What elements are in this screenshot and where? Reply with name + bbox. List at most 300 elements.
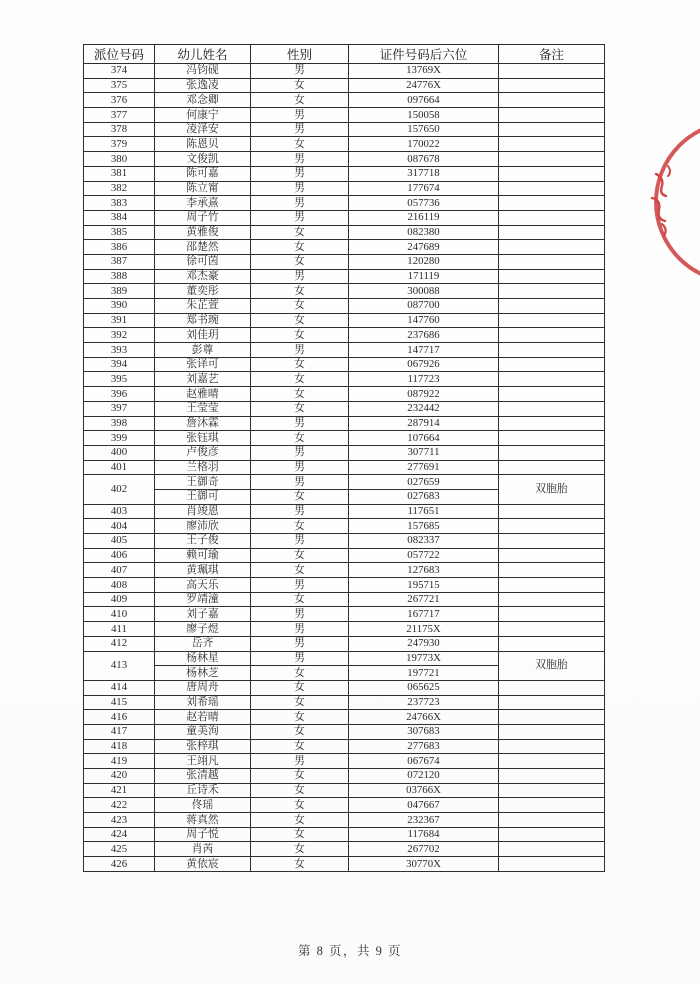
column-header-number: 派位号码 [84,45,155,64]
cell-name: 文俊凯 [155,152,251,167]
cell-number: 417 [84,724,155,739]
cell-number: 394 [84,357,155,372]
cell-remark [499,695,605,710]
cell-name: 徐可茵 [155,254,251,269]
table-row [84,519,605,534]
table-row [84,504,605,519]
cell-gender: 女 [251,284,349,299]
cell-id: 117684 [349,827,499,842]
cell-name: 张清越 [155,769,251,784]
table-row [84,401,605,416]
cell-gender: 男 [251,196,349,211]
cell-name: 廖沛欣 [155,519,251,534]
cell-gender: 男 [251,504,349,519]
cell-gender: 男 [251,166,349,181]
cell-remark [499,519,605,534]
cell-id: 157685 [349,519,499,534]
table-row [84,196,605,211]
cell-name: 肖芮 [155,842,251,857]
cell-name: 李承熹 [155,196,251,211]
cell-gender: 女 [251,401,349,416]
cell-id: 170022 [349,137,499,152]
cell-remark [499,769,605,784]
cell-name: 丘诗禾 [155,783,251,798]
cell-number: 376 [84,93,155,108]
cell-number: 383 [84,196,155,211]
cell-name: 赖可瑜 [155,548,251,563]
cell-id: 097664 [349,93,499,108]
column-header-remark: 备注 [499,45,605,64]
cell-remark [499,166,605,181]
cell-remark [499,592,605,607]
cell-remark [499,343,605,358]
table-row [84,372,605,387]
cell-number: 401 [84,460,155,475]
cell-remark [499,284,605,299]
table-row [84,166,605,181]
cell-number: 395 [84,372,155,387]
cell-number: 402 [84,475,155,504]
cell-number: 382 [84,181,155,196]
cell-remark [499,636,605,651]
cell-number: 386 [84,240,155,255]
cell-id: 147717 [349,343,499,358]
allocation-table [83,44,605,872]
cell-id: 287914 [349,416,499,431]
cell-number: 403 [84,504,155,519]
table-row [84,695,605,710]
cell-gender: 男 [251,269,349,284]
cell-name: 廖子煜 [155,622,251,637]
cell-gender: 男 [251,152,349,167]
table-row [84,710,605,725]
table-row [84,210,605,225]
cell-remark [499,225,605,240]
cell-number: 397 [84,401,155,416]
cell-name: 王御奇 [155,475,251,490]
cell-gender: 男 [251,636,349,651]
table-row [84,137,605,152]
cell-remark [499,93,605,108]
cell-id: 232367 [349,813,499,828]
cell-id: 177674 [349,181,499,196]
cell-number: 408 [84,578,155,593]
cell-remark [499,240,605,255]
cell-gender: 女 [251,857,349,872]
cell-remark [499,357,605,372]
cell-gender: 女 [251,357,349,372]
table-row [84,739,605,754]
cell-id: 24776X [349,78,499,93]
cell-gender: 男 [251,416,349,431]
cell-number: 405 [84,534,155,549]
cell-name: 邓杰豪 [155,269,251,284]
table-row [84,181,605,196]
cell-name: 何康宁 [155,108,251,123]
cell-id: 117651 [349,504,499,519]
table-row [84,813,605,828]
table-row [84,724,605,739]
cell-name: 杨林星 [155,651,251,666]
cell-name: 陈立甯 [155,181,251,196]
table-row [84,534,605,549]
cell-gender: 女 [251,769,349,784]
cell-name: 罗靖潼 [155,592,251,607]
cell-number: 375 [84,78,155,93]
cell-number: 390 [84,299,155,314]
cell-name: 王子俊 [155,534,251,549]
column-header-gender: 性别 [251,45,349,64]
cell-name: 刘子嘉 [155,607,251,622]
cell-number: 388 [84,269,155,284]
cell-remark [499,578,605,593]
cell-gender: 女 [251,519,349,534]
cell-id: 307683 [349,724,499,739]
cell-name: 刘嘉艺 [155,372,251,387]
cell-id: 237723 [349,695,499,710]
cell-number: 416 [84,710,155,725]
cell-remark [499,842,605,857]
cell-name: 郑书琬 [155,313,251,328]
cell-remark [499,548,605,563]
cell-id: 277683 [349,739,499,754]
cell-id: 317718 [349,166,499,181]
cell-id: 150058 [349,108,499,123]
cell-remark [499,372,605,387]
cell-name: 王御可 [155,489,251,504]
column-header-name: 幼儿姓名 [155,45,251,64]
cell-gender: 男 [251,108,349,123]
table-row [84,387,605,402]
table-row [84,754,605,769]
cell-number: 380 [84,152,155,167]
cell-remark [499,754,605,769]
column-header-id: 证件号码后六位 [349,45,499,64]
cell-gender: 男 [251,122,349,137]
cell-number: 423 [84,813,155,828]
cell-name: 肖竣恩 [155,504,251,519]
cell-remark [499,78,605,93]
cell-gender: 女 [251,798,349,813]
cell-number: 412 [84,636,155,651]
table-row [84,357,605,372]
cell-name: 董奕彤 [155,284,251,299]
table-row [84,592,605,607]
cell-gender: 女 [251,240,349,255]
cell-remark [499,313,605,328]
cell-id: 237686 [349,328,499,343]
cell-number: 425 [84,842,155,857]
cell-number: 389 [84,284,155,299]
cell-remark [499,607,605,622]
cell-id: 232442 [349,401,499,416]
cell-id: 067926 [349,357,499,372]
cell-number: 396 [84,387,155,402]
cell-remark [499,857,605,872]
cell-gender: 男 [251,534,349,549]
cell-remark [499,152,605,167]
cell-name: 朱芷萱 [155,299,251,314]
table-row [84,152,605,167]
cell-number: 411 [84,622,155,637]
cell-id: 03766X [349,783,499,798]
cell-number: 379 [84,137,155,152]
cell-id: 082337 [349,534,499,549]
cell-number: 410 [84,607,155,622]
cell-name: 蒋真然 [155,813,251,828]
cell-name: 邓念卿 [155,93,251,108]
cell-gender: 女 [251,431,349,446]
cell-gender: 女 [251,225,349,240]
cell-gender: 男 [251,64,349,79]
cell-number: 385 [84,225,155,240]
cell-name: 赵雅晴 [155,387,251,402]
cell-remark: 双胞胎 [499,475,605,504]
cell-id: 13769X [349,64,499,79]
cell-id: 127683 [349,563,499,578]
cell-gender: 女 [251,724,349,739]
cell-id: 157650 [349,122,499,137]
cell-gender: 女 [251,666,349,681]
table-row [84,769,605,784]
cell-gender: 女 [251,739,349,754]
cell-remark [499,827,605,842]
cell-gender: 女 [251,680,349,695]
cell-remark [499,534,605,549]
cell-name: 童美洵 [155,724,251,739]
cell-id: 057722 [349,548,499,563]
cell-gender: 女 [251,93,349,108]
cell-gender: 女 [251,387,349,402]
cell-name: 高天乐 [155,578,251,593]
cell-number: 407 [84,563,155,578]
cell-id: 057736 [349,196,499,211]
cell-remark [499,122,605,137]
cell-remark [499,813,605,828]
cell-id: 24766X [349,710,499,725]
cell-id: 147760 [349,313,499,328]
table-header-row [84,45,605,64]
cell-gender: 男 [251,622,349,637]
table-row [84,563,605,578]
cell-id: 072120 [349,769,499,784]
cell-gender: 女 [251,254,349,269]
table-row [84,93,605,108]
cell-remark [499,401,605,416]
cell-number: 393 [84,343,155,358]
cell-remark [499,328,605,343]
table-row [84,460,605,475]
cell-id: 197721 [349,666,499,681]
cell-name: 邵楚然 [155,240,251,255]
cell-number: 400 [84,445,155,460]
cell-gender: 女 [251,695,349,710]
cell-remark [499,445,605,460]
table-row [84,636,605,651]
cell-gender: 女 [251,328,349,343]
cell-gender: 男 [251,181,349,196]
cell-name: 黄依宸 [155,857,251,872]
table-row [84,578,605,593]
table-row [84,445,605,460]
table-row [84,680,605,695]
cell-id: 267721 [349,592,499,607]
cell-name: 张梓琪 [155,739,251,754]
table-body [84,64,605,872]
cell-gender: 女 [251,783,349,798]
table-row [84,225,605,240]
cell-remark [499,108,605,123]
cell-id: 21175X [349,622,499,637]
cell-id: 195715 [349,578,499,593]
cell-gender: 男 [251,651,349,666]
table-row [84,783,605,798]
cell-gender: 女 [251,78,349,93]
cell-number: 426 [84,857,155,872]
cell-gender: 女 [251,563,349,578]
table-row [84,284,605,299]
cell-gender: 男 [251,460,349,475]
cell-name: 冯钧砚 [155,64,251,79]
cell-number: 399 [84,431,155,446]
cell-id: 027683 [349,489,499,504]
cell-remark [499,387,605,402]
cell-id: 267702 [349,842,499,857]
cell-id: 300088 [349,284,499,299]
cell-number: 392 [84,328,155,343]
cell-name: 刘希瑶 [155,695,251,710]
cell-gender: 女 [251,299,349,314]
cell-id: 30770X [349,857,499,872]
cell-remark [499,269,605,284]
cell-name: 张译可 [155,357,251,372]
cell-remark [499,299,605,314]
cell-gender: 女 [251,489,349,504]
cell-remark [499,181,605,196]
cell-gender: 男 [251,343,349,358]
cell-gender: 女 [251,813,349,828]
table-row [84,64,605,79]
table-row [84,475,605,490]
table-row [84,313,605,328]
cell-gender: 女 [251,842,349,857]
cell-name: 杨林芝 [155,666,251,681]
cell-remark [499,504,605,519]
cell-remark [499,416,605,431]
cell-number: 419 [84,754,155,769]
table-row [84,343,605,358]
cell-remark [499,431,605,446]
cell-id: 107664 [349,431,499,446]
cell-gender: 男 [251,445,349,460]
cell-gender: 男 [251,475,349,490]
cell-gender: 女 [251,592,349,607]
cell-id: 047667 [349,798,499,813]
cell-name: 张逸凌 [155,78,251,93]
cell-gender: 女 [251,137,349,152]
cell-remark: 双胞胎 [499,651,605,680]
cell-id: 247689 [349,240,499,255]
cell-id: 082380 [349,225,499,240]
cell-remark [499,739,605,754]
cell-name: 周子悦 [155,827,251,842]
cell-number: 424 [84,827,155,842]
table-row [84,416,605,431]
cell-name: 陈可嘉 [155,166,251,181]
cell-id: 067674 [349,754,499,769]
cell-number: 384 [84,210,155,225]
cell-name: 王翊凡 [155,754,251,769]
cell-number: 377 [84,108,155,123]
cell-id: 247930 [349,636,499,651]
cell-name: 凌泽安 [155,122,251,137]
cell-number: 420 [84,769,155,784]
red-seal-stamp [632,126,700,286]
cell-id: 087700 [349,299,499,314]
cell-gender: 女 [251,313,349,328]
table-row [84,607,605,622]
cell-remark [499,798,605,813]
cell-name: 刘佳玥 [155,328,251,343]
cell-gender: 女 [251,548,349,563]
cell-gender: 男 [251,578,349,593]
cell-name: 卢俊彦 [155,445,251,460]
cell-remark [499,724,605,739]
table-row [84,431,605,446]
cell-gender: 女 [251,827,349,842]
cell-remark [499,64,605,79]
cell-id: 171119 [349,269,499,284]
cell-remark [499,460,605,475]
cell-id: 087922 [349,387,499,402]
cell-number: 415 [84,695,155,710]
table-row [84,108,605,123]
cell-remark [499,680,605,695]
cell-number: 421 [84,783,155,798]
cell-remark [499,210,605,225]
cell-remark [499,254,605,269]
cell-number: 391 [84,313,155,328]
cell-name: 周子竹 [155,210,251,225]
cell-name: 王莹莹 [155,401,251,416]
cell-id: 027659 [349,475,499,490]
cell-remark [499,137,605,152]
cell-remark [499,563,605,578]
table-row [84,827,605,842]
cell-name: 黄珮琪 [155,563,251,578]
cell-gender: 女 [251,710,349,725]
cell-id: 120280 [349,254,499,269]
table-row [84,842,605,857]
table-row [84,328,605,343]
cell-remark [499,622,605,637]
table-row [84,798,605,813]
cell-name: 赵若晴 [155,710,251,725]
cell-gender: 男 [251,754,349,769]
cell-name: 兰格羽 [155,460,251,475]
table-row [84,622,605,637]
cell-remark [499,196,605,211]
cell-name: 彭尊 [155,343,251,358]
cell-id: 216119 [349,210,499,225]
cell-remark [499,710,605,725]
cell-name: 佟瑶 [155,798,251,813]
cell-number: 381 [84,166,155,181]
cell-number: 414 [84,680,155,695]
cell-gender: 男 [251,210,349,225]
cell-number: 422 [84,798,155,813]
table-row [84,548,605,563]
